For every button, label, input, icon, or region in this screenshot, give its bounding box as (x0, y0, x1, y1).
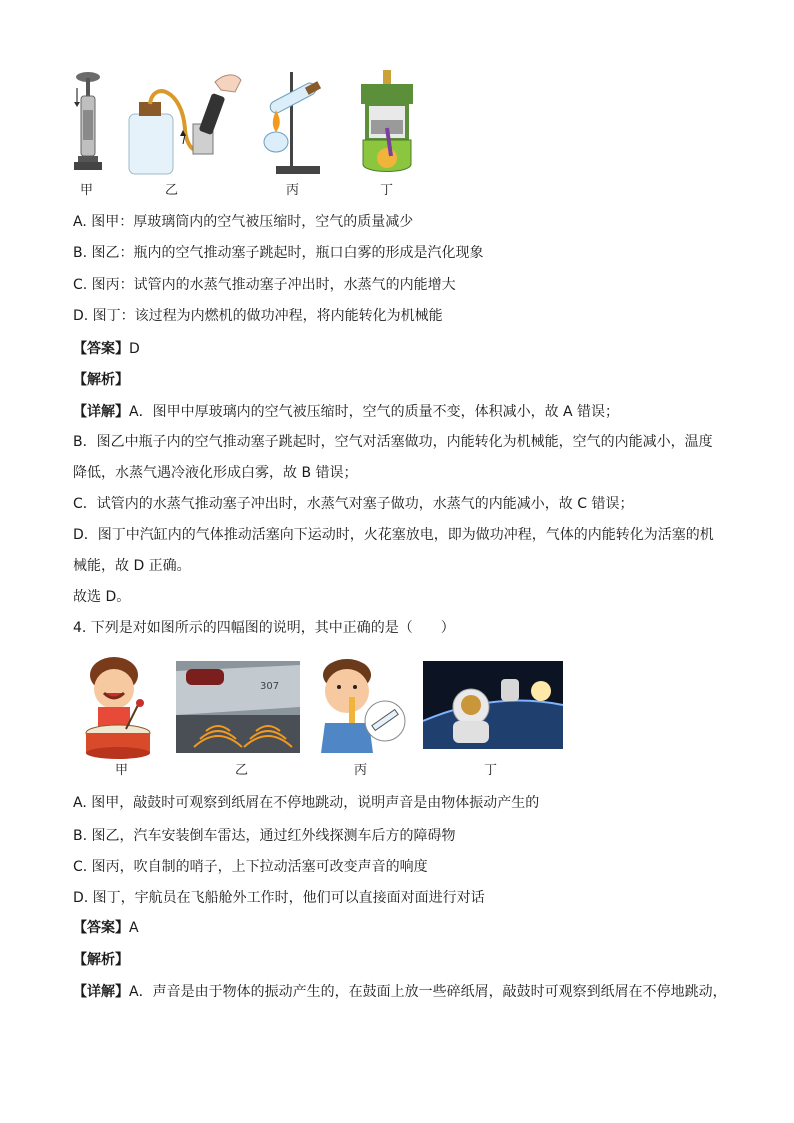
figure-jia-drummer-boy (74, 655, 166, 759)
figure-bing-test-tube (256, 70, 336, 180)
q3-option-b: B. 图乙：瓶内的空气推动塞子跳起时，瓶口白雾的形成是汽化现象 (73, 245, 484, 261)
q3-caption-ding: 丁 (380, 183, 394, 198)
q4-analysis-label (73, 950, 129, 970)
q4-answer-label: 【答案】 (73, 920, 129, 936)
q4-option-c: C. 图丙，吹自制的哨子，上下拉动活塞可改变声音的响度 (73, 859, 428, 875)
q4-option-d: D. 图丁，宇航员在飞船舱外工作时，他们可以直接面对面进行对话 (73, 890, 485, 906)
q3-answer (73, 339, 140, 359)
q3-caption-jia: 甲 (80, 183, 94, 198)
q4-analysis-text: 【解析】 (73, 952, 129, 968)
q3-detail-line-1 (73, 402, 619, 422)
q4-caption-ding: 丁 (484, 763, 498, 778)
q3-option-a: A. 图甲：厚玻璃筒内的空气被压缩时，空气的质量减少 (73, 214, 414, 230)
figure-jia-glass-cylinder (74, 70, 102, 180)
q3-caption-yi: 乙 (165, 183, 179, 198)
q4-detail-line-1 (73, 982, 727, 1002)
q3-answer-value: D (129, 341, 140, 357)
q3-detail-label: 【详解】 (73, 404, 129, 420)
q3-analysis-label (73, 370, 129, 390)
q3-detail-line-7: 故选 D。 (73, 589, 131, 605)
q4-caption-bing: 丙 (354, 763, 368, 778)
q3-detail-text-1: A．图甲中厚玻璃内的空气被压缩时，空气的质量不变，体积减小，故 A 错误； (129, 404, 620, 420)
q3-option-d: D. 图丁：该过程为内燃机的做功冲程，将内能转化为机械能 (73, 308, 443, 324)
q3-answer-label: 【答案】 (73, 341, 129, 357)
q3-detail-line-2: B．图乙中瓶子内的空气推动塞子跳起时，空气对活塞做功，内能转化为机械能，空气的内能减小，温度 (73, 434, 713, 450)
figure-bing-whistle-boy (315, 655, 409, 753)
q4-detail-label: 【详解】 (73, 984, 129, 1000)
q3-detail-line-3: 降低，水蒸气遇冷液化形成白雾，故 B 错误； (73, 465, 358, 481)
q4-caption-jia: 甲 (115, 763, 129, 778)
q4-option-b: B. 图乙，汽车安装倒车雷达，通过红外线探测车后方的障碍物 (73, 828, 456, 844)
q4-caption-yi: 乙 (235, 763, 249, 778)
q4-answer-value: A (129, 920, 139, 936)
q4-option-a: A. 图甲，敲鼓时可观察到纸屑在不停地跳动，说明声音是由物体振动产生的 (73, 795, 540, 811)
q3-caption-bing: 丙 (286, 183, 300, 198)
q4-answer (73, 918, 139, 938)
figure-yi-bottle-pump (123, 70, 243, 182)
figure-ding-engine-cylinder (357, 70, 417, 178)
q4-stem: 4. 下列是对如图所示的四幅图的说明，其中正确的是（ ） (73, 620, 455, 636)
q3-detail-line-6: 械能，故 D 正确。 (73, 558, 191, 574)
figure-yi-car-radar (176, 661, 300, 753)
q3-detail-line-5: D．图丁中汽缸内的气体推动活塞向下运动时，火花塞放电，即为做功冲程，气体的内能转化为活塞的机 (73, 527, 714, 543)
q3-analysis-text: 【解析】 (73, 372, 129, 388)
q3-detail-line-4: C．试管内的水蒸气推动塞子冲出时，水蒸气对塞子做功，水蒸气的内能减小，故 C 错误； (73, 496, 634, 512)
car-badge-text: 307 (260, 681, 280, 692)
q4-detail-text-1: A．声音是由于物体的振动产生的，在鼓面上放一些碎纸屑，敲鼓时可观察到纸屑在不停地跳动， (129, 984, 727, 1000)
figure-ding-astronaut (423, 661, 563, 749)
q3-option-c: C. 图丙：试管内的水蒸气推动塞子冲出时，水蒸气的内能增大 (73, 277, 456, 293)
